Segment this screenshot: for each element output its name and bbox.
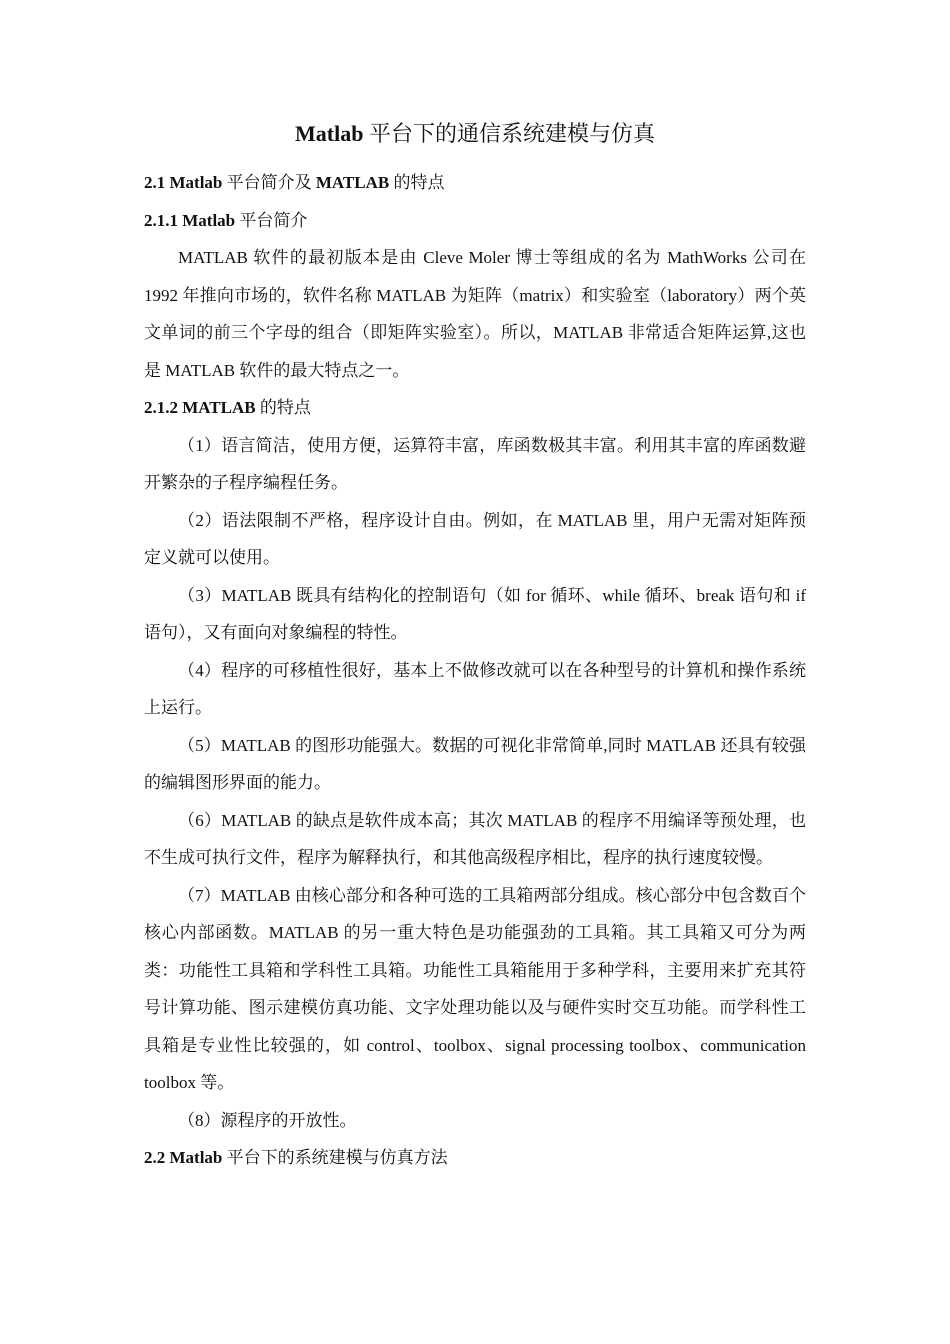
- heading-text: 平台简介: [235, 210, 308, 230]
- paragraph-feature-6: （6）MATLAB 的缺点是软件成本高；其次 MATLAB 的程序不用编译等预处理，也不生成可执行文件，程序为解释执行，和其他高级程序相比，程序的执行速度较慢。: [144, 810, 806, 867]
- heading-text: 的特点: [255, 398, 311, 417]
- heading-number: 2.1 Matlab: [144, 173, 223, 192]
- document-title: [144, 112, 806, 156]
- paragraph-feature-7: （7）MATLAB 由核心部分和各种可选的工具箱两部分组成。核心部分中包含数百个核心内部函数。MATLAB 的另一重大特色是功能强劲的工具箱。其工具箱又可分为两类：功能性工具箱和学科性工具箱。功能性工具箱能用于多种学科，主要用来扩充其符号计算功能、图示建模仿真功能、文字处理功能以及与硬件实时交互功能。而学科性工具箱是专业性比较强的，如 control、toolbox、signal processing toolbox、communication toolbox 等。: [144, 885, 806, 1092]
- heading-number: 2.2 Matlab: [144, 1148, 223, 1167]
- paragraph-feature-4: （4）程序的可移植性很好，基本上不做修改就可以在各种型号的计算机和操作系统上运行。: [144, 660, 806, 717]
- section-heading-2-1: [144, 164, 806, 202]
- section-heading-2-2: [144, 1139, 806, 1177]
- paragraph-feature-1: （1）语言简洁，使用方便，运算符丰富，库函数极其丰富。利用其丰富的库函数避开繁杂的子程序编程任务。: [144, 435, 806, 492]
- heading-number: 2.1.2 MATLAB: [144, 398, 256, 417]
- paragraph-feature-5: （5）MATLAB 的图形功能强大。数据的可视化非常简单,同时 MATLAB 还具有较强的编辑图形界面的能力。: [144, 735, 806, 792]
- paragraph-feature-8: （8）源程序的开放性。: [178, 1110, 357, 1130]
- heading-number: 2.1.1 Matlab: [144, 210, 236, 230]
- heading-text: 平台简介及: [222, 173, 316, 192]
- heading-number-2: MATLAB: [315, 173, 390, 192]
- paragraph-feature-2: （2）语法限制不严格，程序设计自由。例如，在 MATLAB 里，用户无需对矩阵预定义就可以使用。: [144, 510, 806, 567]
- heading-text: 平台下的系统建模与仿真方法: [222, 1148, 448, 1167]
- section-heading-2-1-2: [144, 389, 806, 427]
- document-page: [144, 112, 806, 1177]
- paragraph-feature-3: （3）MATLAB 既具有结构化的控制语句（如 for 循环、while 循环、break 语句和 if 语句），又有面向对象编程的特性。: [144, 585, 806, 642]
- section-heading-2-1-1: [144, 202, 806, 240]
- paragraph-matlab-intro: MATLAB 软件的最初版本是由 Cleve Moler 博士等组成的名为 MathWorks 公司在 1992 年推向市场的，软件名称 MATLAB 为矩阵（matrix）和实验室（laboratory）两个英文单词的前三个字母的组合（即矩阵实验室）。所以，MATLAB 非常适合矩阵运算,这也是 MATLAB 软件的最大特点之一。: [144, 248, 806, 380]
- document-title-bold: Matlab: [295, 121, 364, 146]
- heading-text-2: 的特点: [389, 173, 445, 192]
- document-title-rest: 平台下的通信系统建模与仿真: [363, 121, 655, 146]
